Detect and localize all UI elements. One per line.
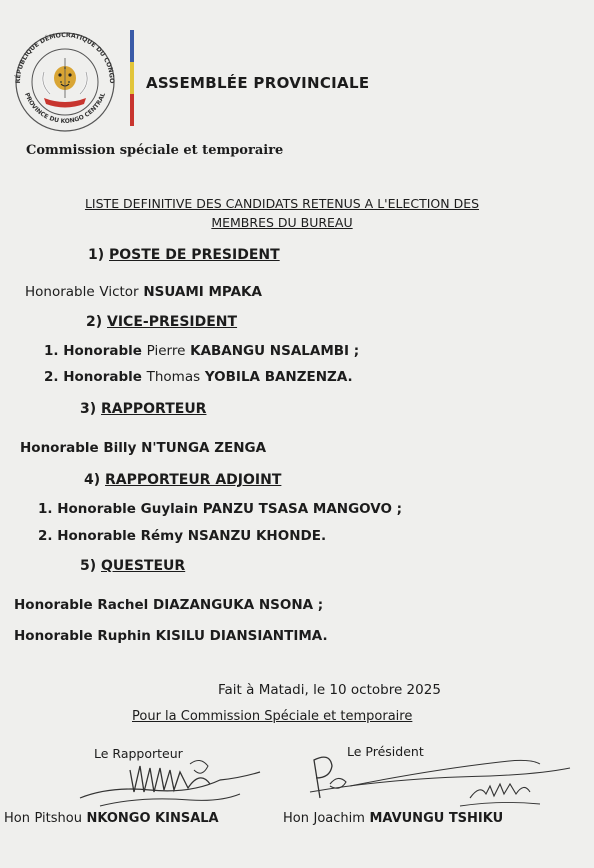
section-heading-vice-president	[86, 314, 237, 330]
section-title: QUESTEUR	[101, 558, 186, 574]
president-name: Hon Joachim MAVUNGU TSHIKU	[283, 811, 504, 826]
title-line: MEMBRES DU BUREAU	[211, 215, 353, 230]
candidate-entry: 2. Honorable Thomas YOBILA BANZENZA.	[44, 369, 353, 385]
candidate-entry: 1. Honorable Guylain PANZU TSASA MANGOVO ;	[38, 501, 403, 517]
candidate-entry: 1. Honorable Pierre KABANGU NSALAMBI ;	[44, 343, 360, 359]
candidate-entry: Honorable Rachel DIAZANGUKA NSONA ;	[14, 597, 324, 613]
role-president: Le Président	[347, 744, 424, 759]
section-number: 3)	[80, 401, 97, 417]
section-title: RAPPORTEUR	[101, 401, 207, 417]
section-number: 5)	[80, 558, 97, 574]
commission-name: Commission spéciale et temporaire	[26, 143, 284, 158]
president-signature-icon	[290, 748, 580, 818]
seal-text-top: RÉPUBLIQUE DÉMOCRATIQUE DU CONGO	[14, 31, 116, 84]
section-heading-rapporteur	[80, 401, 206, 417]
rapporteur-name: Hon Pitshou NKONGO KINSALA	[4, 811, 219, 826]
place-date: Fait à Matadi, le 10 octobre 2025	[218, 682, 441, 698]
section-title: VICE-PRESIDENT	[107, 314, 238, 330]
rapporteur-signature-icon	[70, 750, 270, 816]
section-title: RAPPORTEUR ADJOINT	[105, 472, 282, 488]
document-title	[40, 194, 524, 232]
assembly-name: ASSEMBLÉE PROVINCIALE	[146, 74, 370, 92]
seal-text-bottom: PROVINCE DU KONGO CENTRAL	[23, 91, 107, 125]
candidate-entry: Honorable Billy N'TUNGA ZENGA	[20, 440, 267, 456]
section-number: 2)	[86, 314, 103, 330]
section-heading-questeur	[80, 558, 185, 574]
for-commission-line: Pour la Commission Spéciale et temporaire	[132, 709, 413, 724]
flag-color-bar	[130, 30, 134, 126]
provincial-seal-icon	[6, 28, 124, 132]
title-line: LISTE DEFINITIVE DES CANDIDATS RETENUS A L'ELECTION DES	[84, 196, 480, 211]
candidate-entry: Honorable Ruphin KISILU DIANSIANTIMA.	[14, 628, 328, 644]
section-heading-rapporteur-adjoint	[84, 472, 281, 488]
section-number: 4)	[84, 472, 101, 488]
role-rapporteur: Le Rapporteur	[94, 746, 183, 761]
candidate-entry: 2. Honorable Rémy NSANZU KHONDE.	[38, 528, 327, 544]
section-heading-president	[88, 247, 280, 263]
section-number: 1)	[88, 247, 105, 263]
candidate-entry: Honorable Victor NSUAMI MPAKA	[25, 284, 262, 300]
section-title: POSTE DE PRESIDENT	[109, 247, 280, 263]
